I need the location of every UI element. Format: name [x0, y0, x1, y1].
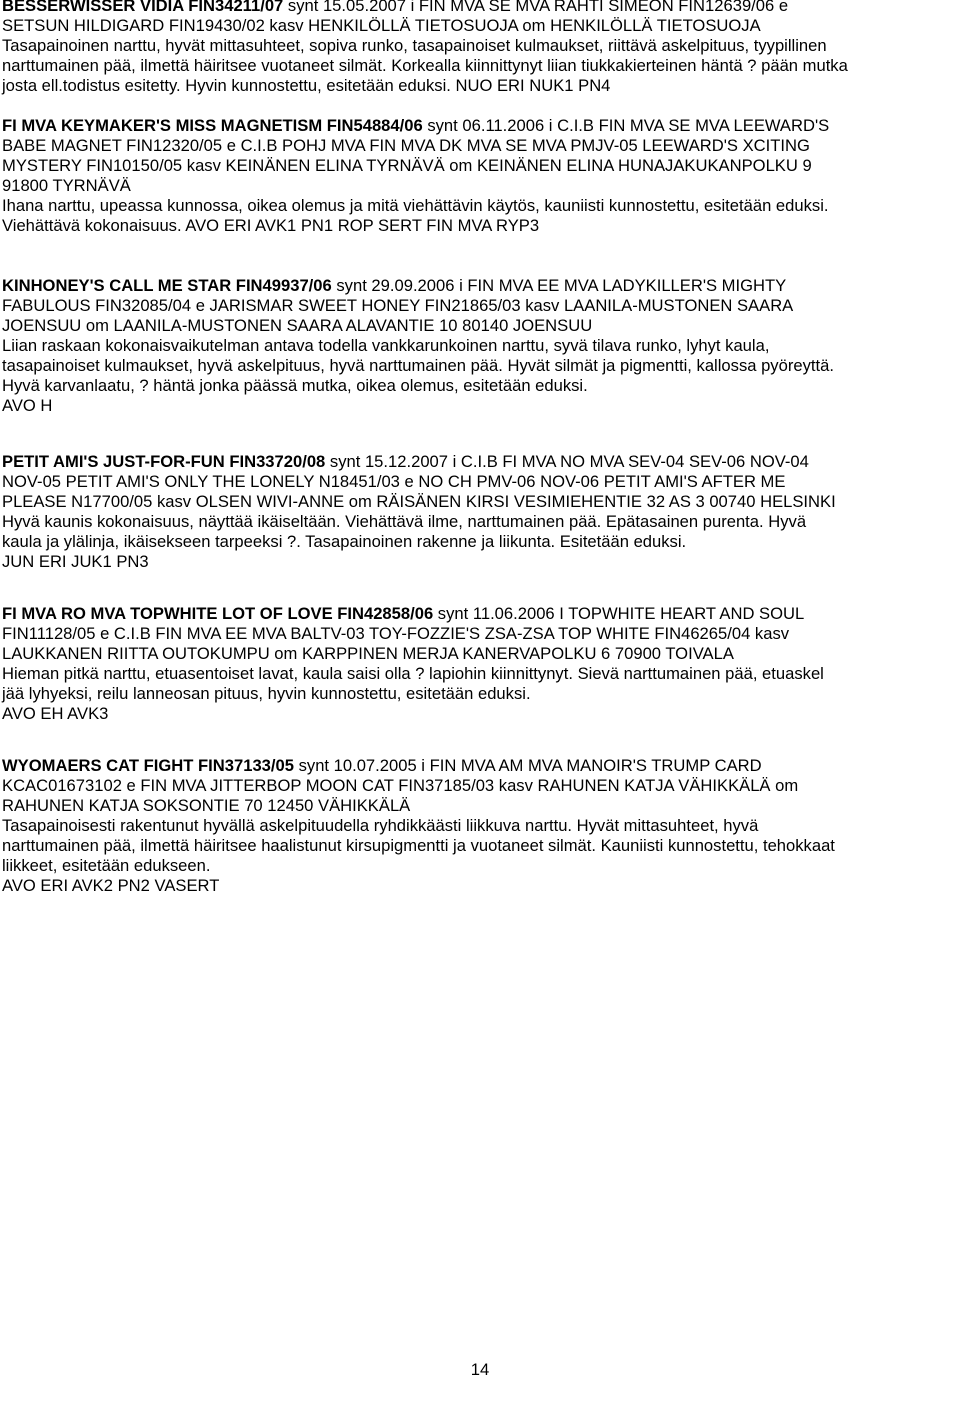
entry-text: synt 10.07.2005 i FIN MVA AM MVA MANOIR'S TRUMP CARD — [293, 756, 762, 775]
entry-text: synt 29.09.2006 i FIN MVA EE MVA LADYKILLER'S MIGHTY — [331, 276, 787, 295]
entry-text: synt 15.12.2007 i C.I.B FI MVA NO MVA SEV-04 SEV-06 NOV-04 — [325, 452, 809, 471]
dog-name-registration: KINHONEY'S CALL ME STAR FIN49937/06 — [2, 276, 332, 295]
entry-result-line: Viehättävä kokonaisuus. AVO ERI AVK1 PN1 ROP SERT FIN MVA RYP3 — [2, 216, 540, 235]
entry-line — [2, 604, 954, 624]
dog-entry-2 — [2, 116, 954, 236]
entry-line: LAUKKANEN RIITTA OUTOKUMPU om KARPPINEN MERJA KANERVAPOLKU 6 70900 TOIVALA — [2, 644, 734, 663]
entry-line: Tasapainoinen narttu, hyvät mittasuhteet, sopiva runko, tasapainoiset kulmaukset, riittävä askelpituus, tyypillinen — [2, 36, 827, 55]
entry-result-line: JUN ERI JUK1 PN3 — [2, 552, 149, 571]
dog-name-registration: FI MVA KEYMAKER'S MISS MAGNETISM FIN54884/06 — [2, 116, 423, 135]
entry-line: SETSUN HILDIGARD FIN19430/02 kasv HENKILÖLLÄ TIETOSUOJA om HENKILÖLLÄ TIETOSUOJA — [2, 16, 761, 35]
dog-name-registration: BESSERWISSER VIDIA FIN34211/07 — [2, 0, 284, 15]
entry-line: Hieman pitkä narttu, etuasentoiset lavat, kaula saisi olla ? lapiohin kiinnittynyt. Sievä narttumainen pää, etuaskel — [2, 664, 824, 683]
entry-line: BABE MAGNET FIN12320/05 e C.I.B POHJ MVA FIN MVA DK MVA SE MVA PMJV-05 LEEWARD'S XCITING — [2, 136, 810, 155]
entry-text: synt 15.05.2007 i FIN MVA SE MVA RAHTI SIMEON FIN12639/06 e — [283, 0, 789, 15]
dog-entry-3 — [2, 276, 954, 416]
entry-result-line: josta ell.todistus esitetty. Hyvin kunnostettu, esitetään eduksi. NUO ERI NUK1 PN4 — [2, 76, 611, 95]
entry-line — [2, 452, 954, 472]
dog-entry-5 — [2, 604, 954, 724]
dog-entry-4 — [2, 452, 954, 572]
entry-line: narttumainen pää, ilmettä häiritsee haalistunut kirsupigmentti ja vuotaneet silmät. Kauniisti kunnostettu, tehokkaat — [2, 836, 835, 855]
entry-line: PLEASE N17700/05 kasv OLSEN WIVI-ANNE om RÄISÄNEN KIRSI VESIMIEHENTIE 32 AS 3 00740 HELSINKI — [2, 492, 836, 511]
entry-line: narttumainen pää, ilmettä häiritsee vuotaneet silmät. Korkealla kiinnittynyt liian tiukkakierteinen häntä ? pään mutka — [2, 56, 848, 75]
entry-line: 91800 TYRNÄVÄ — [2, 176, 131, 195]
page-number: 14 — [470, 1360, 490, 1379]
entry-line: NOV-05 PETIT AMI'S ONLY THE LONELY N18451/03 e NO CH PMV-06 NOV-06 PETIT AMI'S AFTER ME — [2, 472, 786, 491]
entry-result-line: AVO ERI AVK2 PN2 VASERT — [2, 876, 220, 895]
entry-line: Hyvä karvanlaatu, ? häntä jonka päässä mutka, oikea olemus, esitetään eduksi. — [2, 376, 588, 395]
entry-line — [2, 0, 954, 16]
dog-name-registration: FI MVA RO MVA TOPWHITE LOT OF LOVE FIN42858/06 — [2, 604, 434, 623]
entry-line: JOENSUU om LAANILA-MUSTONEN SAARA ALAVANTIE 10 80140 JOENSUU — [2, 316, 593, 335]
entry-line: FIN11128/05 e C.I.B FIN MVA EE MVA BALTV-03 TOY-FOZZIE'S ZSA-ZSA TOP WHITE FIN46265/04 kasv — [2, 624, 790, 643]
entry-line: tasapainoiset kulmaukset, hyvä askelpituus, hyvä narttumainen pää. Hyvät silmät ja pigmentti, kallossa pyöreyttä. — [2, 356, 834, 375]
entry-text: synt 06.11.2006 i C.I.B FIN MVA SE MVA LEEWARD'S — [422, 116, 830, 135]
entry-line: Ihana narttu, upeassa kunnossa, oikea olemus ja mitä viehättävin käytös, kauniisti kunnostettu, esitetään eduksi. — [2, 196, 829, 215]
entry-line: jää lyhyeksi, reilu lanneosan pituus, hyvin kunnostettu, esitetään eduksi. — [2, 684, 531, 703]
entry-result-line: AVO EH AVK3 — [2, 704, 109, 723]
dog-name-registration: PETIT AMI'S JUST-FOR-FUN FIN33720/08 — [2, 452, 326, 471]
entry-text: synt 11.06.2006 I TOPWHITE HEART AND SOUL — [433, 604, 805, 623]
dog-name-registration: WYOMAERS CAT FIGHT FIN37133/05 — [2, 756, 294, 775]
entry-line: kaula ja ylälinja, ikäisekseen tarpeeksi ?. Tasapainoinen rakenne ja liikunta. Esitetään eduksi. — [2, 532, 687, 551]
entry-line: liikkeet, esitetään edukseen. — [2, 856, 211, 875]
entry-line — [2, 116, 954, 136]
entry-result-line: AVO H — [2, 396, 53, 415]
entry-line — [2, 276, 954, 296]
entry-line: Hyvä kaunis kokonaisuus, näyttää ikäiseltään. Viehättävä ilme, narttumainen pää. Epätasainen purenta. Hyvä — [2, 512, 807, 531]
dog-entry-6 — [2, 756, 954, 896]
entry-line — [2, 756, 954, 776]
entry-line: Liian raskaan kokonaisvaikutelman antava todella vankkarunkoinen narttu, syvä tilava runko, lyhyt kaula, — [2, 336, 770, 355]
entry-line: RAHUNEN KATJA SOKSONTIE 70 12450 VÄHIKKÄLÄ — [2, 796, 411, 815]
entry-line: KCAC01673102 e FIN MVA JITTERBOP MOON CAT FIN37185/03 kasv RAHUNEN KATJA VÄHIKKÄLÄ om — [2, 776, 799, 795]
entry-line: MYSTERY FIN10150/05 kasv KEINÄNEN ELINA TYRNÄVÄ om KEINÄNEN ELINA HUNAJAKUKANPOLKU 9 — [2, 156, 812, 175]
dog-entry-1 — [2, 0, 954, 96]
entry-line: FABULOUS FIN32085/04 e JARISMAR SWEET HONEY FIN21865/03 kasv LAANILA-MUSTONEN SAARA — [2, 296, 794, 315]
entry-line: Tasapainoisesti rakentunut hyvällä askelpituudella ryhdikkäästi liikkuva narttu. Hyvät mittasuhteet, hyvä — [2, 816, 759, 835]
